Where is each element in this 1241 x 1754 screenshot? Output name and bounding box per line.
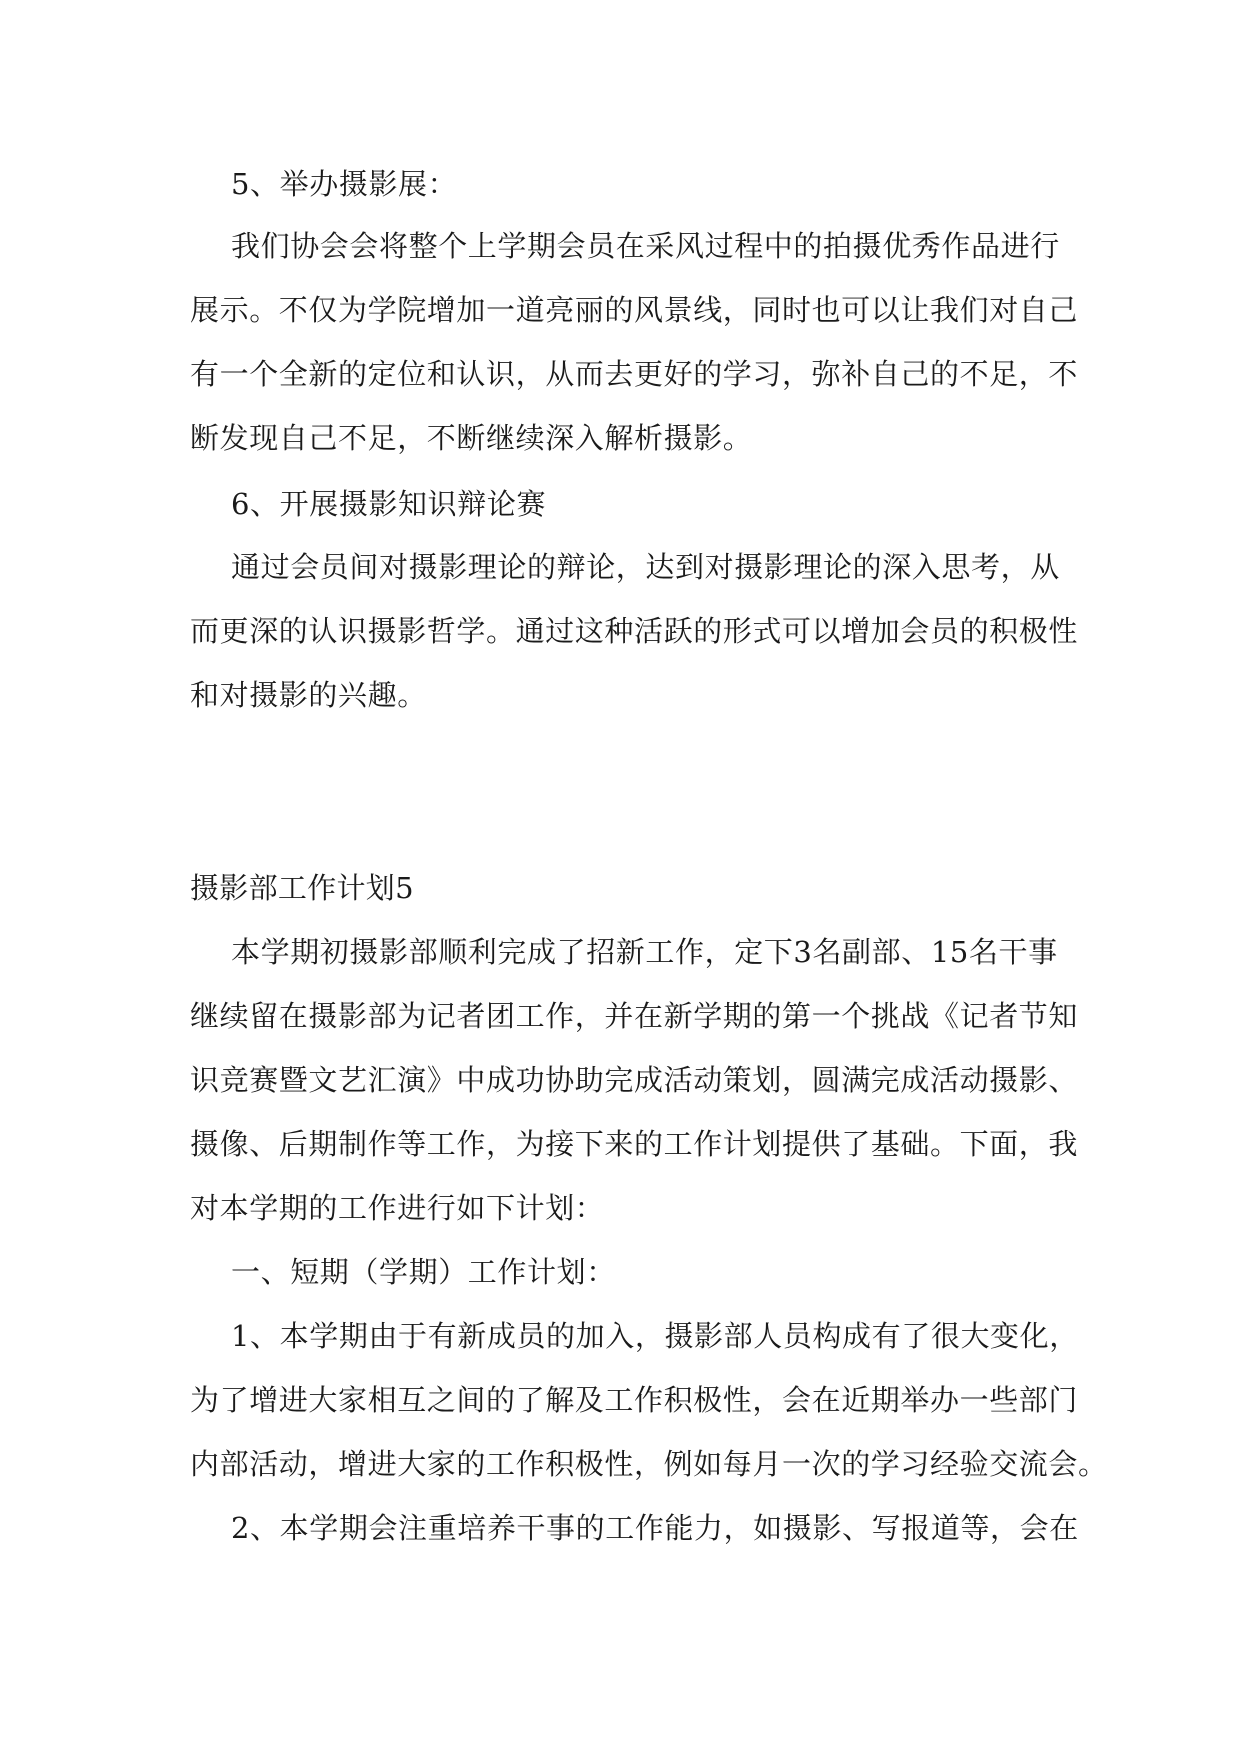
paragraph-line: 我们协会会将整个上学期会员在采风过程中的拍摄优秀作品进行 [231, 229, 1060, 263]
paragraph-line: 通过会员间对摄影理论的辩论，达到对摄影理论的深入思考，从 [231, 550, 1060, 584]
paragraph-line: 1、本学期由于有新成员的加入，摄影部人员构成有了很大变化， [231, 1319, 1079, 1353]
paragraph-line: 对本学期的工作进行如下计划： [190, 1191, 605, 1225]
paragraph-line: 继续留在摄影部为记者团工作，并在新学期的第一个挑战《记者节知 [190, 999, 1079, 1033]
paragraph-line: 和对摄影的兴趣。 [190, 678, 427, 712]
paragraph-line: 摄像、后期制作等工作，为接下来的工作计划提供了基础。下面，我 [190, 1127, 1079, 1161]
paragraph-line: 识竞赛暨文艺汇演》中成功协助完成活动策划，圆满完成活动摄影、 [190, 1063, 1079, 1097]
paragraph-line: 断发现自己不足，不断继续深入解析摄影。 [190, 421, 753, 455]
paragraph-line: 有一个全新的定位和认识，从而去更好的学习，弥补自己的不足，不 [190, 357, 1079, 391]
paragraph-line: 内部活动，增进大家的工作积极性，例如每月一次的学习经验交流会。 [190, 1447, 1108, 1481]
section-title: 摄影部工作计划5 [190, 871, 414, 905]
paragraph-line: 2、本学期会注重培养干事的工作能力，如摄影、写报道等，会在 [231, 1511, 1079, 1545]
paragraph-line: 为了增进大家相互之间的了解及工作积极性，会在近期举办一些部门 [190, 1383, 1079, 1417]
paragraph-line: 而更深的认识摄影哲学。通过这种活跃的形式可以增加会员的积极性 [190, 614, 1079, 648]
subsection-heading: 一、短期（学期）工作计划： [231, 1255, 616, 1289]
item-5-heading: 5、举办摄影展： [231, 167, 458, 201]
paragraph-line: 本学期初摄影部顺利完成了招新工作，定下3名副部、15名干事 [231, 935, 1058, 969]
paragraph-line: 展示。不仅为学院增加一道亮丽的风景线，同时也可以让我们对自己 [190, 293, 1079, 327]
item-6-heading: 6、开展摄影知识辩论赛 [231, 487, 547, 521]
